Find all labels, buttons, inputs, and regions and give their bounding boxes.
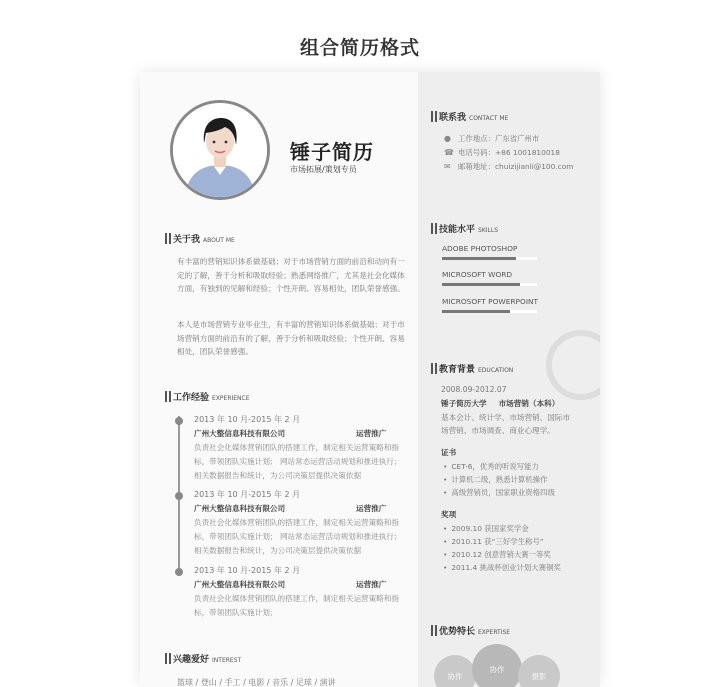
education-heading: [431, 362, 513, 375]
hobbies-text: 篮球 / 登山 / 手工 / 电影 / 音乐 / 足球 / 演讲: [177, 678, 336, 687]
education-courses: 基本会计、统计学、市场营销、国际市场营销、市场调查、商业心理学。: [441, 413, 571, 435]
skill-item: [442, 244, 537, 260]
resume-right-column: [418, 72, 600, 687]
timeline-dot-icon: [175, 417, 183, 425]
about-heading: [165, 232, 235, 245]
about-paragraph-2: 本人是市场营销专业毕业生，有丰富的营销知识体系做基础；对于市场营销方面的前沿有的了解，善于分析和吸取经验；个性开朗、容易相处，团队荣誉感强。: [177, 320, 405, 356]
education-date: 2008.09-2012.07: [441, 385, 507, 394]
contact-email: [444, 161, 573, 172]
experience-title-en: EXPERIENCE: [212, 395, 250, 402]
experience-desc: 负责社会化媒体营销团队的搭建工作，制定相关运营策略和指标，带领团队实施计划； 网站常态运营活动规划和推进执行；相关数据报告和统计，为公司决策层提供决策依据: [194, 443, 402, 480]
heading-bar-icon: [435, 363, 437, 374]
hobbies-title-en: INTEREST: [212, 657, 242, 664]
awards-title: 奖项: [441, 510, 457, 519]
about-title-en: ABOUT ME: [203, 237, 235, 244]
experience-desc: 负责社会化媒体营销团队的搭建工作，制定相关运营策略和指标，带领团队实施计划；: [194, 594, 400, 617]
avatar: [170, 100, 270, 200]
timeline-dot-icon: [175, 492, 183, 500]
education-title-en: EDUCATION: [478, 367, 514, 374]
phone-icon: ☎: [444, 148, 454, 157]
certificates-title: 证书: [441, 448, 457, 457]
contact-email-text: 邮箱地址：chuizijianli@100.com: [458, 162, 574, 171]
experience-heading: [165, 390, 250, 403]
award-item: • 2010.11 获“三好学生称号”: [443, 536, 544, 547]
contact-phone-text: 电话号码：+86 1001810018: [458, 148, 560, 157]
strengths-title-en: EXPERTISE: [478, 629, 511, 636]
skill-fill: [442, 310, 510, 313]
experience-desc: 负责社会化媒体营销团队的搭建工作，制定相关运营策略和指标，带领团队实施计划； 网站常态运营活动规划和推进执行；相关数据报告和统计，为公司决策层提供决策依据: [194, 518, 402, 555]
skill-item: [442, 270, 537, 286]
heading-bar-icon: [169, 391, 171, 402]
experience-dept: 运营推广: [356, 504, 387, 513]
skill-name: ADOBE PHOTOSHOP: [442, 244, 518, 253]
strength-circle: 协作: [434, 655, 476, 687]
skill-track: [442, 310, 537, 313]
experience-company: 广州大整信息科技有限公司: [194, 580, 286, 589]
page-title: 组合简历格式: [299, 37, 420, 59]
skill-name: MICROSOFT POWERPOINT: [442, 297, 539, 306]
contact-phone: [444, 147, 560, 158]
experience-company: 广州大整信息科技有限公司: [194, 504, 286, 513]
award-item: • 2010.12 创意营销大赛一等奖: [443, 549, 551, 560]
strengths-heading: [431, 624, 510, 637]
contact-heading: [431, 110, 508, 123]
resume-card: [140, 72, 600, 687]
certificate-item: • 计算机二级，熟悉计算机操作: [443, 474, 547, 485]
heading-bar-icon: [169, 653, 171, 664]
award-item: • 2009.10 获国家奖学金: [443, 523, 529, 534]
experience-date: 2013 年 10 月-2015 年 2 月: [194, 490, 301, 499]
heading-bar-icon: [165, 233, 167, 244]
location-pin-icon: ●: [444, 134, 451, 143]
contact-address-text: 工作地点：广东省广州市: [458, 134, 540, 143]
skill-item: [442, 297, 537, 313]
heading-bar-icon: [431, 111, 433, 122]
strength-circle: 摄影: [518, 655, 560, 687]
education-title: 教育背景: [439, 365, 476, 375]
contact-title-en: CONTACT ME: [469, 115, 509, 122]
skill-fill: [442, 283, 520, 286]
profile-name: 锤子简历: [290, 140, 374, 164]
experience-dept: 运营推广: [356, 429, 387, 438]
skill-fill: [442, 257, 516, 260]
heading-bar-icon: [435, 111, 437, 122]
skills-title: 技能水平: [439, 225, 476, 235]
hobbies-heading: [165, 652, 241, 665]
resume-left-column: [140, 72, 418, 687]
contact-address: [444, 133, 539, 144]
skill-name: MICROSOFT WORD: [442, 270, 513, 279]
experience-date: 2013 年 10 月-2015 年 2 月: [194, 566, 301, 575]
experience-dept: 运营推广: [356, 580, 387, 589]
timeline-dot-icon: [175, 568, 183, 576]
skill-track: [442, 257, 537, 260]
experience-title: 工作经验: [173, 393, 210, 403]
strengths-title: 优势特长: [439, 627, 476, 637]
certificate-item: • CET-6，优秀的听说写能力: [443, 461, 539, 472]
skills-heading: [431, 222, 498, 235]
experience-date: 2013 年 10 月-2015 年 2 月: [194, 415, 301, 424]
profile-role: 市场拓展/策划专员: [290, 165, 357, 174]
hobbies-title: 兴趣爱好: [173, 655, 210, 665]
mail-icon: ✉: [444, 162, 451, 171]
education-major: 市场营销（本科）: [498, 399, 560, 408]
strength-circle: 协作: [472, 644, 522, 687]
heading-bar-icon: [169, 233, 171, 244]
contact-title: 联系我: [439, 113, 467, 123]
certificate-item: • 高级营销员，国家职业资格四级: [443, 487, 555, 498]
experience-company: 广州大整信息科技有限公司: [194, 429, 286, 438]
award-item: • 2011.4 挑战杯创业计划大赛铜奖: [443, 562, 561, 573]
about-paragraph-1: 有丰富的营销知识体系做基础；对于市场营销方面的前沿和动向有一定的了解，善于分析和吸取经验；熟悉网络推广，尤其是社会化媒体方面，有独到的见解和经验；个性开朗、容易相处，团队荣誉感强。: [177, 257, 405, 293]
heading-bar-icon: [431, 625, 433, 636]
heading-bar-icon: [435, 625, 437, 636]
heading-bar-icon: [165, 653, 167, 664]
about-title: 关于我: [173, 235, 201, 245]
heading-bar-icon: [165, 391, 167, 402]
skills-title-en: SKILLS: [478, 227, 499, 234]
heading-bar-icon: [435, 223, 437, 234]
heading-bar-icon: [431, 363, 433, 374]
education-school: 锤子简历大学: [441, 399, 487, 408]
watermark-stamp-icon: [546, 330, 600, 400]
education-school-line: [441, 398, 559, 409]
heading-bar-icon: [431, 223, 433, 234]
skill-track: [442, 283, 537, 286]
